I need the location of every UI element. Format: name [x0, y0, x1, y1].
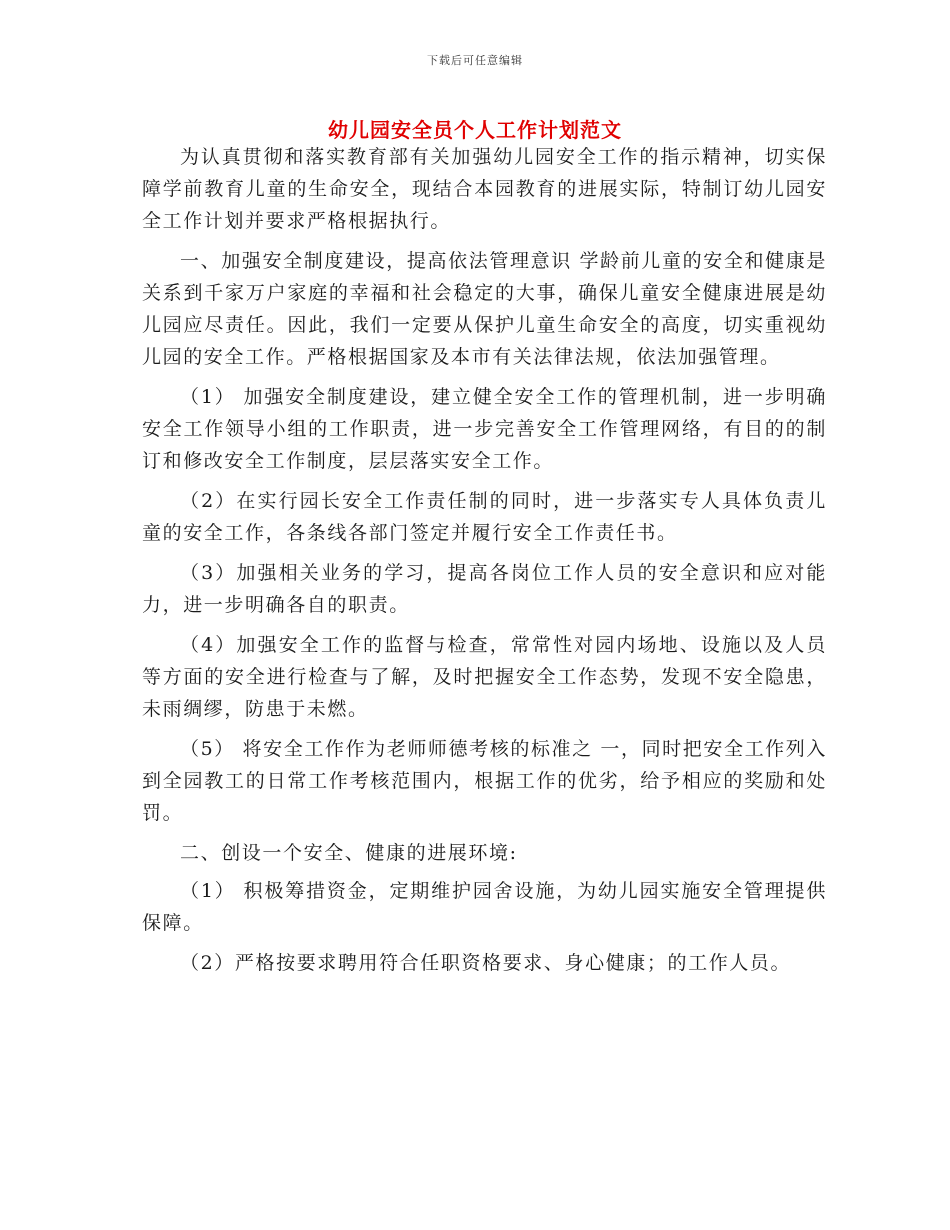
page-header-note: 下载后可任意编辑: [427, 54, 523, 67]
paragraph-item-1-1: （1） 加强安全制度建设，建立健全安全工作的管理机制，进一步明确安全工作领导小组的工作职责，进一步完善安全工作管理网络，有目的的制订和修改安全工作制度，层层落实安全工作。: [142, 386, 827, 472]
paragraph-intro: 为认真贯彻和落实教育部有关加强幼儿园安全工作的指示精神，切实保障学前教育儿童的生命安全，现结合本园教育的进展实际，特制订幼儿园安全工作计划并要求严格根据执行。: [142, 146, 827, 232]
paragraph-item-1-4: （4）加强安全工作的监督与检查，常常性对园内场地、设施以及人员等方面的安全进行检查与了解，及时把握安全工作态势，发现不安全隐患，未雨绸缪，防患于未燃。: [142, 634, 827, 720]
paragraph-item-1-2: （2）在实行园长安全工作责任制的同时，进一步落实专人具体负责儿童的安全工作，各条线各部门签定并履行安全工作责任书。: [142, 490, 827, 544]
paragraph-item-1-3: （3）加强相关业务的学习，提高各岗位工作人员的安全意识和应对能力，进一步明确各自的职责。: [142, 562, 827, 616]
paragraph-item-1-5: （5） 将安全工作作为老师师德考核的标准之 一，同时把安全工作列入到全园教工的日常工作考核范围内，根据工作的优劣，给予相应的奖励和处罚。: [142, 738, 827, 824]
document-body: [142, 141, 827, 987]
paragraph-section-2: 二、创设一个安全、健康的进展环境:: [180, 842, 518, 864]
document-title: 幼儿园安全员个人工作计划范文: [328, 118, 622, 142]
paragraph-section-1: 一、加强安全制度建设，提高依法管理意识 学龄前儿童的安全和健康是关系到千家万户家庭的幸福和社会稳定的大事，确保儿童安全健康进展是幼儿园应尽责任。因此，我们一定要从保护儿童生命安全的高度，切实重视幼儿园的安全工作。严格根据国家及本市有关法律法规，依法加强管理。: [142, 250, 827, 368]
paragraph-item-2-1: （1） 积极筹措资金，定期维护园舍设施，为幼儿园实施安全管理提供保障。: [142, 880, 827, 934]
paragraph-item-2-2: （2）严格按要求聘用符合任职资格要求、身心健康；的工作人员。: [180, 952, 792, 974]
